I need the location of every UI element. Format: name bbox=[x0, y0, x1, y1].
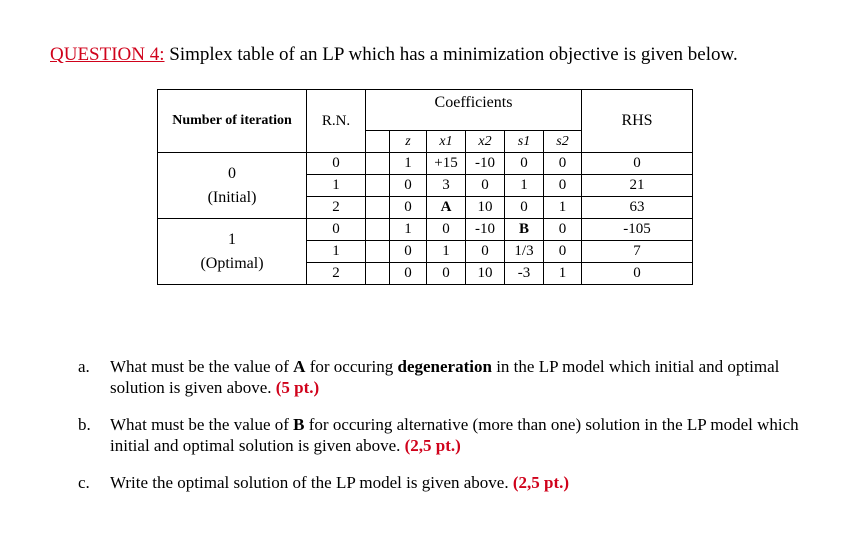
rhs-cell: 21 bbox=[582, 175, 693, 197]
s2-cell: 0 bbox=[544, 175, 582, 197]
text-fragment: What must be the value of bbox=[110, 357, 294, 376]
question-text bbox=[110, 414, 818, 456]
s1-cell: 1/3 bbox=[505, 241, 544, 263]
x1-cell: 0 bbox=[427, 263, 466, 285]
blank-cell bbox=[366, 197, 390, 219]
table-row bbox=[158, 219, 693, 241]
var-header-x1: x1 bbox=[427, 131, 466, 153]
text-fragment-bold: B bbox=[293, 415, 305, 434]
header-coefficients: Coefficients bbox=[366, 90, 582, 131]
text-fragment: Write the optimal solution of the LP model is given above. bbox=[110, 473, 513, 492]
s1-cell: 0 bbox=[505, 197, 544, 219]
text-fragment-bold: A bbox=[293, 357, 306, 376]
points-label: (2,5 pt.) bbox=[404, 436, 461, 455]
question-letter: b. bbox=[78, 415, 91, 434]
z-cell: 0 bbox=[390, 175, 427, 197]
points-label: (5 pt.) bbox=[275, 378, 320, 397]
s2-cell: 0 bbox=[544, 241, 582, 263]
rn-cell: 0 bbox=[307, 219, 366, 241]
var-header-z: z bbox=[390, 131, 427, 153]
question-heading-text: Simplex table of an LP which has a minimization objective is given below. bbox=[164, 44, 738, 65]
table-header-row bbox=[158, 90, 693, 131]
rn-cell: 1 bbox=[307, 175, 366, 197]
header-rn: R.N. bbox=[307, 90, 366, 153]
blank-cell bbox=[366, 219, 390, 241]
x1-cell: 0 bbox=[427, 219, 466, 241]
blank-cell bbox=[366, 241, 390, 263]
question-label: QUESTION 4: bbox=[50, 44, 165, 65]
rn-cell: 2 bbox=[307, 263, 366, 285]
question-text bbox=[110, 356, 818, 398]
s2-cell: 0 bbox=[544, 153, 582, 175]
question-item-c bbox=[78, 472, 818, 493]
header-rhs: RHS bbox=[582, 90, 693, 153]
s2-cell: 1 bbox=[544, 263, 582, 285]
rhs-cell: -105 bbox=[582, 219, 693, 241]
question-item-b bbox=[78, 414, 818, 456]
x1-cell: +15 bbox=[427, 153, 466, 175]
s1-cell: -3 bbox=[505, 263, 544, 285]
var-header-s1: s1 bbox=[505, 131, 544, 153]
blank-cell bbox=[366, 263, 390, 285]
x2-cell: -10 bbox=[466, 153, 505, 175]
s1-cell-unknown-b: B bbox=[505, 219, 544, 241]
z-cell: 0 bbox=[390, 197, 427, 219]
iteration-number: 0 bbox=[228, 164, 236, 182]
question-list bbox=[78, 356, 818, 509]
iteration-1-cell bbox=[158, 219, 307, 285]
x2-cell: 0 bbox=[466, 241, 505, 263]
z-cell: 0 bbox=[390, 241, 427, 263]
rhs-cell: 7 bbox=[582, 241, 693, 263]
s1-cell: 0 bbox=[505, 153, 544, 175]
s2-cell: 1 bbox=[544, 197, 582, 219]
s1-cell: 1 bbox=[505, 175, 544, 197]
blank-coefficient-cell bbox=[366, 131, 390, 153]
x2-cell: -10 bbox=[466, 219, 505, 241]
rhs-cell: 0 bbox=[582, 153, 693, 175]
blank-cell bbox=[366, 153, 390, 175]
question-letter: a. bbox=[78, 357, 90, 376]
blank-cell bbox=[366, 175, 390, 197]
text-fragment: What must be the value of bbox=[110, 415, 294, 434]
x1-cell-unknown-a: A bbox=[427, 197, 466, 219]
iteration-0-cell bbox=[158, 153, 307, 219]
text-fragment: in the LP model which initial and optimal solution is given above. bbox=[110, 357, 780, 397]
iteration-label: (Optimal) bbox=[200, 254, 264, 272]
question-text bbox=[110, 472, 818, 493]
rhs-cell: 63 bbox=[582, 197, 693, 219]
text-fragment: for occuring bbox=[305, 357, 398, 376]
var-header-s2: s2 bbox=[544, 131, 582, 153]
rn-cell: 2 bbox=[307, 197, 366, 219]
question-heading bbox=[50, 44, 738, 66]
text-fragment: for occuring alternative (more than one) solution in the LP model which initial and optimal solution is given above. bbox=[110, 415, 799, 455]
z-cell: 1 bbox=[390, 219, 427, 241]
var-header-x2: x2 bbox=[466, 131, 505, 153]
s2-cell: 0 bbox=[544, 219, 582, 241]
iteration-number: 1 bbox=[228, 230, 236, 248]
z-cell: 0 bbox=[390, 263, 427, 285]
x1-cell: 1 bbox=[427, 241, 466, 263]
x2-cell: 10 bbox=[466, 263, 505, 285]
question-letter: c. bbox=[78, 473, 90, 492]
table-row bbox=[158, 153, 693, 175]
header-number-of-iteration: Number of iteration bbox=[158, 90, 307, 153]
question-item-a bbox=[78, 356, 818, 398]
x2-cell: 10 bbox=[466, 197, 505, 219]
text-fragment-bold: degeneration bbox=[397, 357, 492, 376]
rn-cell: 1 bbox=[307, 241, 366, 263]
rhs-cell: 0 bbox=[582, 263, 693, 285]
x2-cell: 0 bbox=[466, 175, 505, 197]
z-cell: 1 bbox=[390, 153, 427, 175]
points-label: (2,5 pt.) bbox=[512, 473, 570, 492]
iteration-label: (Initial) bbox=[207, 188, 257, 206]
rn-cell: 0 bbox=[307, 153, 366, 175]
simplex-table bbox=[157, 89, 693, 285]
x1-cell: 3 bbox=[427, 175, 466, 197]
